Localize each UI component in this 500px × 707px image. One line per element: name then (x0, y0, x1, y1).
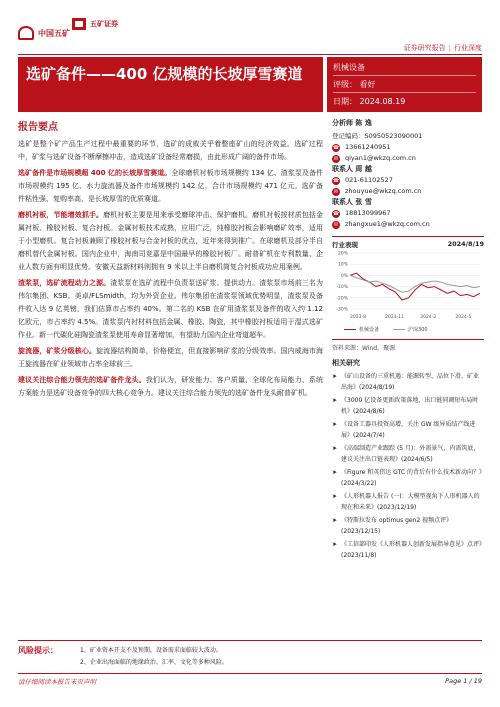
paragraph-text: 我们认为，研发能力、客户质量、全球化布局能力、系统方案能力是选矿设备竞争的四大核心竞争力。建议关注综合能力领先的选矿备件龙头耐普矿机。 (18, 376, 324, 397)
minmetals-logo-icon (18, 26, 34, 40)
x-tick-label: 2024-2 (420, 315, 437, 320)
industry-label: 机械设备 (333, 59, 476, 76)
chart-header (332, 240, 484, 249)
arrow-icon: ➤ (332, 517, 338, 524)
arrow-icon: ➤ (332, 373, 338, 380)
paragraph-lead: 旋流器，矿浆分级核心。 (18, 347, 97, 355)
related-report-item[interactable] (332, 467, 484, 489)
contact-text: 021-61102527 (345, 176, 393, 184)
email-line (332, 186, 484, 197)
y-tick-label: 0% (340, 273, 348, 279)
y-tick-label: -30% (336, 307, 348, 313)
report-type-divider: | (448, 44, 451, 52)
brand-name-main: 中国五矿 (38, 28, 70, 38)
risk-label: 风险提示： (18, 646, 58, 655)
contact-text[interactable]: zhouyue@wkzq.com.cn (345, 187, 422, 195)
related-report-item[interactable] (332, 419, 484, 441)
report-subtype-label: 行业深度 (454, 44, 482, 52)
brand-logo-main (18, 26, 70, 40)
arrow-icon: ➤ (332, 493, 338, 500)
chart-source: 资料来源：Wind，聚源 (332, 339, 484, 352)
footer-divider (18, 673, 482, 674)
related-heading: 相关研究 (332, 359, 360, 367)
risk-item: 1、矿业资本开支不及预期，设备需求面临较大波动。 (80, 647, 222, 654)
contact-text: 13661240951 (345, 143, 391, 151)
email-icon: ✉ (333, 155, 339, 162)
y-tick-label: 20% (337, 251, 348, 257)
report-type (404, 43, 482, 53)
contact-name (332, 164, 484, 175)
report-type-label: 证券研究报告 (403, 44, 446, 52)
paragraph-lead: 选矿备件是市场规模超 400 亿的长坡厚雪赛道。 (18, 169, 172, 177)
arrow-icon: ➤ (332, 469, 338, 476)
related-report-title: 《高端制造产业跟踪 (5 月)：外需景气，内需筑底，建议关注出口链表现》(2024/6/5) (341, 445, 480, 463)
page-header (0, 0, 500, 56)
brand-name-top: 五矿证券 (90, 20, 118, 28)
brand-logo-top (72, 18, 118, 30)
summary-paragraph (18, 167, 323, 206)
y-tick-label: -20% (336, 296, 348, 302)
chart-title: 行业表现 (332, 241, 358, 249)
summary-paragraph (18, 209, 323, 274)
x-tick-label: 2024-5 (455, 315, 472, 320)
chart-date: 2024/8/19 (447, 240, 484, 248)
arrow-icon: ➤ (332, 397, 338, 404)
phone-icon: ☎ (332, 210, 340, 217)
related-report-item[interactable] (332, 371, 484, 393)
paragraph-text: 全球磨机衬板市场规模约 134 亿、渣浆泵及备件市场规模约 195 亿、水力旋流器及备件市场规模约 142 亿，合计市场规模约 471 亿元。选矿备件粘性强、复购率高，是长坡厚雪的优质赛道。 (18, 169, 323, 203)
phone-icon: ☎ (332, 177, 340, 184)
contact-text[interactable]: zhangxue1@wkzq.com.cn (345, 220, 430, 228)
y-tick-label: -10% (336, 285, 348, 291)
related-report-title: 《人形机器人报告 (一)：大模型视角下人形机器人的现在和未来》(2023/12/19) (341, 493, 480, 511)
related-list (332, 371, 484, 561)
contact-text: 联系人 张 雪 (332, 198, 372, 206)
related-report-item[interactable] (332, 443, 484, 465)
related-report-item[interactable] (332, 539, 484, 561)
related-report-item[interactable] (332, 515, 484, 537)
paragraph-text: 磨机衬板主要是用来承受磨球冲击、保护磨机。磨机衬板按材质包括金属衬板、橡胶衬板、复合衬板。金属衬板技术成熟，应用广泛，纯橡胶衬板会影响磨矿效率，适用于小型磨机。复合衬板兼顾了橡胶衬板与合金衬板的优点，近年来得到推广。在球磨机及部分半自磨机替代金属衬板。国内企业中，海南司竞嘉是中国最早的橡胶衬板厂。耐普矿机在专利数量、企业人数方面有明显优势。安徽天益新材料则拥有 9 米以上半自磨机筒复合衬板成功应用案例。 (18, 211, 324, 271)
phone-line (332, 208, 484, 219)
footer-disclaimer: 请仔细阅读本报告末页声明 (18, 678, 96, 686)
arrow-icon: ➤ (332, 445, 338, 452)
related-report-title: 《设备工器具投资高增，关注 GW 级异质结产线进展》(2024/7/4) (341, 421, 476, 439)
summary-paragraph (18, 138, 323, 164)
paragraph-lead: 磨机衬板，节能增效抓手。 (18, 211, 104, 219)
cert-number (332, 131, 484, 142)
summary-column (18, 118, 323, 403)
summary-heading: 报告要点 (18, 122, 58, 133)
arrow-icon: ➤ (332, 421, 338, 428)
legend-label: 机械设备 (359, 327, 380, 333)
summary-paragraph (18, 277, 323, 342)
chart-legend (332, 326, 484, 333)
industry-performance-chart (332, 236, 484, 333)
contact-name (332, 197, 484, 208)
related-report-item[interactable] (332, 395, 484, 417)
legend-label: 沪深300 (408, 327, 428, 333)
arrow-icon: ➤ (332, 541, 338, 548)
paragraph-text: 旋流器结构简单，价格便宜，但直接影响矿浆的分级效率。国内威海市海王旋流器在矿业领域市占率全球前三。 (18, 347, 324, 368)
title-band (18, 57, 323, 112)
paragraph-text: 渣浆泵在选矿流程中负责泵送矿浆、提供动力。渣浆泵市场前三名为伟尔集团、KSB、美卓/FLSmidth，均为外资企业。伟尔集团在渣浆泵领域优势明显，渣浆泵及备件收入达 9 亿英镑，我们估算市占率约 40%。第二名的 KSB 在矿用渣浆泵及备件的收入约 1.12 亿欧元，市占率约 4.5%。渣浆泵内衬材料包括金属、橡胶、陶瓷，其中橡胶衬板适用于湿式选矿作业。新一代碳化硅陶瓷渣浆泵使用寿命显著增加，有望助力国内企业弯道超车。 (18, 279, 324, 339)
legend-swatch (393, 329, 405, 331)
phone-line (332, 175, 484, 186)
related-report-item[interactable] (332, 491, 484, 513)
y-tick-label: 10% (337, 262, 348, 268)
phone-icon: ☎ (332, 144, 340, 151)
contact-text: 联系人 周 越 (332, 165, 372, 173)
related-report-title: 《矿山设备的三重机遇：能源转型、品位下滑、矿业出海》(2024/8/19) (341, 373, 480, 391)
x-tick-label: 2023-8 (350, 315, 366, 320)
paragraph-text: 选矿是整个矿产品生产过程中最重要的环节，选矿的成败关乎着整座矿山的经济效益。选矿过程中，矿浆与选矿设备不断摩擦冲击，造成选矿设备经常磨损，由此形成广阔的备件市场。 (18, 140, 323, 161)
contact-text[interactable]: qiyan1@wkzq.com.cn (345, 154, 416, 162)
contact-text: 登记编码：S0950523090001 (332, 132, 423, 140)
chart-svg (332, 249, 484, 321)
legend-item (393, 326, 428, 333)
phone-line (332, 142, 484, 153)
report-title: 选矿备件——400 亿规模的长坡厚雪赛道 (26, 65, 303, 83)
legend-item (344, 326, 379, 333)
related-report-title: 《Figure 和英伟达 GTC 的背后有什么技术新动向？》(2024/3/22) (341, 469, 483, 487)
header-divider (18, 54, 482, 55)
risk-section (18, 640, 482, 669)
date-label: 日期： 2024.08.19 (333, 97, 406, 106)
sidebar-column (332, 118, 484, 563)
paragraph-lead: 建议关注综合能力领先的选矿备件龙头。 (18, 376, 146, 384)
email-icon: ✉ (333, 221, 339, 228)
info-box (327, 57, 482, 112)
page-number: Page 1 / 19 (445, 677, 482, 685)
x-tick-label: 2023-11 (385, 315, 404, 320)
email-line (332, 219, 484, 230)
related-report-title: 《3000 亿设备更新政策落地，出口链同调短布局时机》(2024/8/6) (341, 397, 479, 415)
email-line (332, 153, 484, 164)
email-icon: ✉ (333, 188, 339, 195)
related-report-title: 《工信部印发《人形机器人创新发展指导意见》点评》(2023/11/8) (341, 541, 483, 559)
risk-items (80, 645, 228, 669)
related-report-title: 《特斯拉发布 optimus gen2 视频点评》(2023/12/15) (341, 517, 453, 535)
legend-swatch (344, 329, 356, 331)
summary-paragraph (18, 374, 323, 400)
summary-paragraph (18, 345, 323, 371)
paragraph-lead: 渣浆泵，选矿流程动力之源。 (18, 279, 111, 287)
brand-logo-icon (72, 18, 86, 30)
analyst-heading: 分析师 陈 逸 (332, 119, 372, 127)
rating-label: 评级： 看好 (333, 76, 476, 93)
contact-text: 18813099967 (345, 209, 391, 217)
summary-paragraphs (18, 138, 323, 400)
risk-item: 2、企业出海面临的地缘政治、汇率、文化等多种风险。 (80, 659, 228, 666)
analyst-contacts (332, 131, 484, 230)
